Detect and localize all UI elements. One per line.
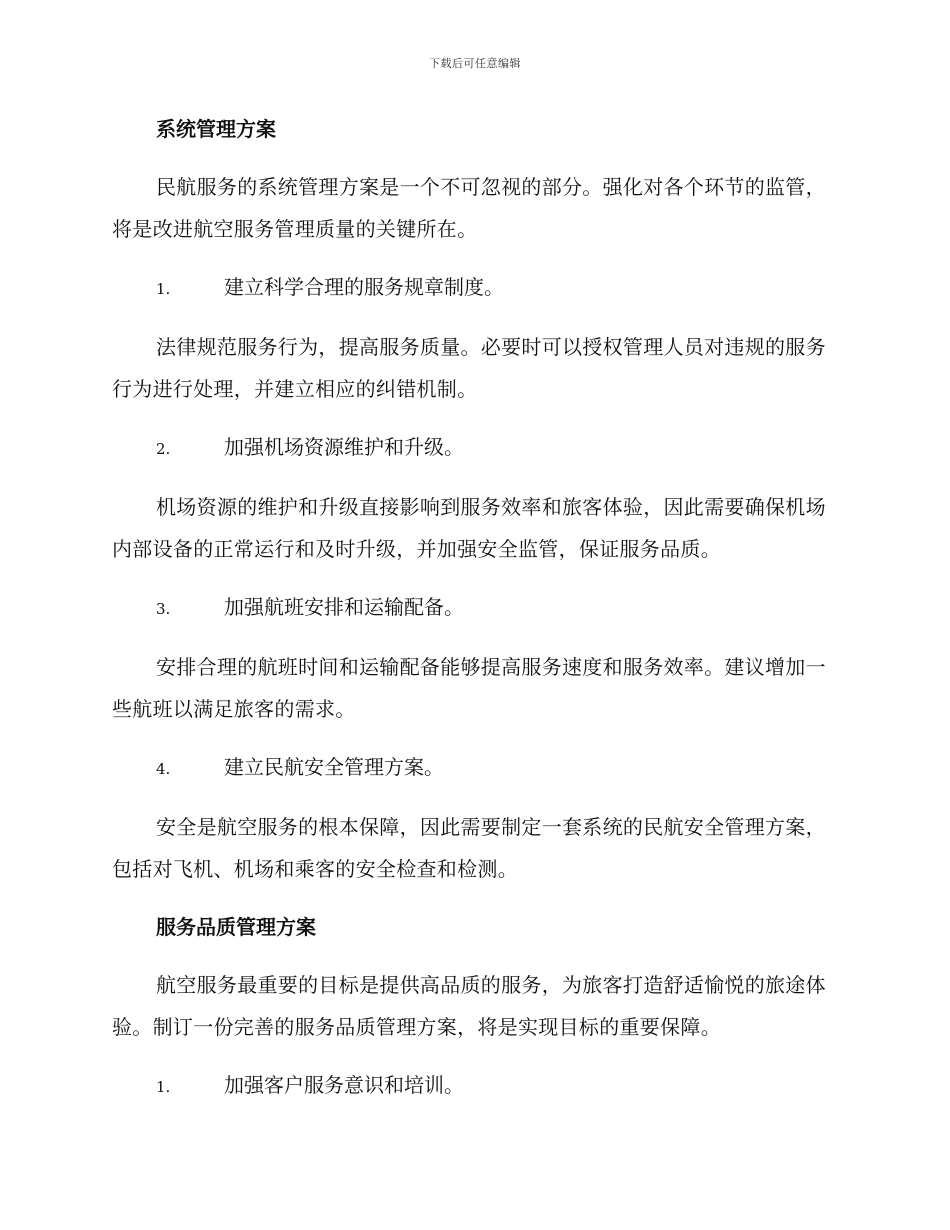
list-item-description: 机场资源的维护和升级直接影响到服务效率和旅客体验，因此需要确保机场内部设备的正常运行和及时升级，并加强安全监管，保证服务品质。 <box>112 495 826 561</box>
list-number: 2. <box>156 440 171 458</box>
list-item <box>112 266 832 310</box>
header-note: 下载后可任意编辑 <box>429 57 521 70</box>
list-item-title: 建立科学合理的服务规章制度。 <box>224 275 504 299</box>
document-content <box>112 108 832 1124</box>
list-number: 4. <box>156 760 171 778</box>
list-number: 1. <box>156 280 171 298</box>
section-intro-paragraph: 航空服务最重要的目标是提供高品质的服务，为旅客打造舒适愉悦的旅途体验。制订一份完善的服务品质管理方案，将是实现目标的重要保障。 <box>112 973 826 1039</box>
list-item-description: 法律规范服务行为，提高服务质量。必要时可以授权管理人员对违规的服务行为进行处理，并建立相应的纠错机制。 <box>112 335 826 401</box>
list-number: 3. <box>156 600 171 618</box>
list-item <box>112 586 832 630</box>
list-item-title: 加强机场资源维护和升级。 <box>224 435 464 459</box>
section-heading-system-management: 系统管理方案 <box>156 117 276 141</box>
list-item <box>112 426 832 470</box>
list-item-description: 安全是航空服务的根本保障，因此需要制定一套系统的民航安全管理方案，包括对飞机、机场和乘客的安全检查和检测。 <box>112 815 826 881</box>
list-item <box>112 746 832 790</box>
list-item-title: 加强航班安排和运输配备。 <box>224 595 464 619</box>
list-item <box>112 1064 832 1108</box>
list-item-description: 安排合理的航班时间和运输配备能够提高服务速度和服务效率。建议增加一些航班以满足旅客的需求。 <box>112 655 826 721</box>
list-number: 1. <box>156 1078 171 1096</box>
list-item-title: 建立民航安全管理方案。 <box>224 755 444 779</box>
section-heading-service-quality: 服务品质管理方案 <box>156 915 316 939</box>
section-intro-paragraph: 民航服务的系统管理方案是一个不可忽视的部分。强化对各个环节的监管，将是改进航空服务管理质量的关键所在。 <box>112 175 826 241</box>
list-item-title: 加强客户服务意识和培训。 <box>224 1073 464 1097</box>
